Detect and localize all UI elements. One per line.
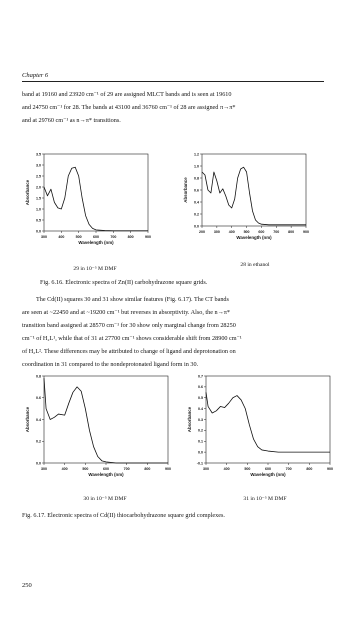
plot-frame — [44, 154, 148, 231]
x-tick-label: 600 — [103, 467, 109, 471]
x-tick-label: 200 — [199, 230, 205, 234]
x-tick-label: 900 — [327, 467, 333, 471]
y-tick-label: 0.0 — [198, 450, 203, 455]
y-tick-label: 1.0 — [194, 164, 199, 169]
y-tick-label: 3.0 — [36, 163, 41, 168]
x-tick-label: 800 — [127, 235, 134, 239]
subfigure-label-31: 31 in 10⁻⁵ M DMF — [243, 496, 287, 502]
chapter-header: Chapter 6 — [22, 72, 49, 79]
y-tick-label: 0.2 — [194, 212, 199, 217]
y-axis-label: Absorbance — [183, 177, 188, 203]
text-line: cm⁻¹ of H₂L¹, while that of 31 at 27700 cm⁻¹ shows considerable shift from 28900 cm⁻¹ — [22, 335, 242, 342]
y-tick-label: 1.2 — [194, 152, 199, 157]
chart-29-dmf — [22, 150, 152, 255]
x-tick-label: 400 — [223, 467, 230, 471]
x-tick-label: 500 — [243, 230, 250, 234]
x-axis-label: Wavelength (nm) — [250, 472, 286, 477]
figure-caption-6-16: Fig. 6.16. Electronic spectra of Zn(II) carbohydrazone square grids. — [40, 279, 208, 286]
x-tick-label: 800 — [306, 467, 313, 471]
x-tick-label: 300 — [203, 467, 209, 471]
chart-28-ethanol — [180, 150, 310, 250]
y-tick-label: 0.1 — [198, 439, 203, 444]
x-axis-label: Wavelength (nm) — [236, 235, 272, 240]
y-tick-label: 1.5 — [36, 196, 41, 201]
spectrum-line — [44, 378, 168, 463]
x-tick-label: 700 — [285, 467, 292, 471]
x-tick-label: 400 — [61, 467, 68, 471]
subfigure-label-30: 30 in 10⁻⁵ M DMF — [83, 496, 127, 502]
x-tick-label: 600 — [93, 235, 99, 239]
text-line: of H₂L². These differences may be attributed to change of ligand and deprotonation on — [22, 348, 236, 355]
y-axis-label: Absorbance — [25, 406, 30, 433]
y-tick-label: 0.4 — [194, 200, 199, 205]
y-tick-label: 0.6 — [36, 396, 41, 401]
y-tick-label: 0.5 — [198, 396, 203, 401]
x-tick-label: 300 — [41, 467, 47, 471]
x-tick-label: 900 — [145, 235, 151, 239]
page-number: 250 — [22, 582, 32, 589]
x-axis-label: Wavelength (nm) — [78, 240, 114, 245]
x-tick-label: 300 — [213, 230, 220, 234]
text-line: The Cd(II) squares 30 and 31 show similar features (Fig. 6.17). The CT bands — [36, 296, 229, 303]
x-tick-label: 900 — [165, 467, 171, 471]
y-tick-label: 0.2 — [36, 439, 41, 444]
x-tick-label: 400 — [228, 230, 235, 234]
text-line: and at 29760 cm⁻¹ as n→π* transitions. — [22, 117, 121, 124]
y-tick-label: 0.4 — [198, 406, 203, 411]
y-tick-label: 0.0 — [36, 461, 41, 466]
subfigure-label-29: 29 in 10⁻⁵ M DMF — [73, 266, 117, 272]
x-tick-label: 700 — [123, 467, 130, 471]
y-tick-label: 0.5 — [36, 218, 41, 223]
paragraph-2 — [22, 293, 324, 371]
text-line: and 24750 cm⁻¹ for 28. The bands at 43100 and 36760 cm⁻¹ of 28 are assigned π→π* — [22, 104, 236, 111]
x-tick-label: 700 — [110, 235, 117, 239]
y-tick-label: 0.6 — [198, 385, 203, 390]
plot-frame — [206, 376, 330, 463]
x-tick-label: 600 — [265, 467, 271, 471]
x-tick-label: 800 — [144, 467, 151, 471]
y-tick-label: 0.6 — [194, 188, 199, 193]
x-tick-label: 600 — [258, 230, 265, 234]
y-tick-label: 2.0 — [36, 185, 41, 190]
text-line: are seen at ~22450 and at ~19200 cm⁻¹ but reverses in absorptivity. Also, the n→π* — [22, 309, 231, 316]
spectrum-line — [44, 167, 148, 231]
x-tick-label: 500 — [75, 235, 82, 239]
x-tick-label: 900 — [303, 230, 309, 234]
y-tick-label: 0.7 — [198, 374, 203, 379]
x-tick-label: 300 — [41, 235, 47, 239]
x-tick-label: 400 — [58, 235, 65, 239]
y-tick-label: 0.2 — [198, 428, 203, 433]
y-tick-label: 1.0 — [36, 207, 41, 212]
y-tick-label: 0.8 — [36, 374, 41, 379]
figure-caption-6-17: Fig. 6.17. Electronic spectra of Cd(II) thiocarbohydrazone square grid complexes. — [22, 512, 225, 519]
text-line: coordination in 31 compared to the nondeprotonated ligand form in 30. — [22, 361, 199, 368]
text-line: band at 19160 and 23920 cm⁻¹ of 29 are assigned MLCT bands and is seen at 19610 — [22, 91, 232, 98]
x-tick-label: 800 — [288, 230, 295, 234]
spectrum-line — [206, 392, 330, 452]
y-tick-label: -0.1 — [196, 461, 203, 466]
x-tick-label: 700 — [273, 230, 280, 234]
x-tick-label: 500 — [82, 467, 89, 471]
chart-30-dmf — [22, 372, 172, 487]
x-tick-label: 500 — [244, 467, 251, 471]
y-tick-label: 2.5 — [36, 174, 41, 179]
y-tick-label: 0.4 — [36, 417, 41, 422]
paragraph-1 — [22, 88, 324, 127]
y-tick-label: 0.8 — [194, 176, 199, 181]
y-tick-label: 0.3 — [198, 417, 203, 422]
chart-31-dmf — [184, 372, 334, 487]
plot-frame — [44, 376, 168, 463]
subfigure-label-28: 28 in ethanol — [240, 262, 270, 268]
y-tick-label: 0.0 — [194, 224, 199, 229]
y-tick-label: 3.5 — [36, 152, 41, 157]
text-line: transition band assigned at 28570 cm⁻¹ for 30 show only marginal change from 28250 — [22, 322, 236, 329]
y-axis-label: Absorbance — [25, 179, 30, 206]
header-rule — [22, 81, 324, 82]
x-axis-label: Wavelength (nm) — [88, 472, 124, 477]
y-axis-label: Absorbance — [187, 406, 192, 433]
spectrum-line — [202, 167, 306, 225]
y-tick-label: 0.0 — [36, 229, 41, 234]
